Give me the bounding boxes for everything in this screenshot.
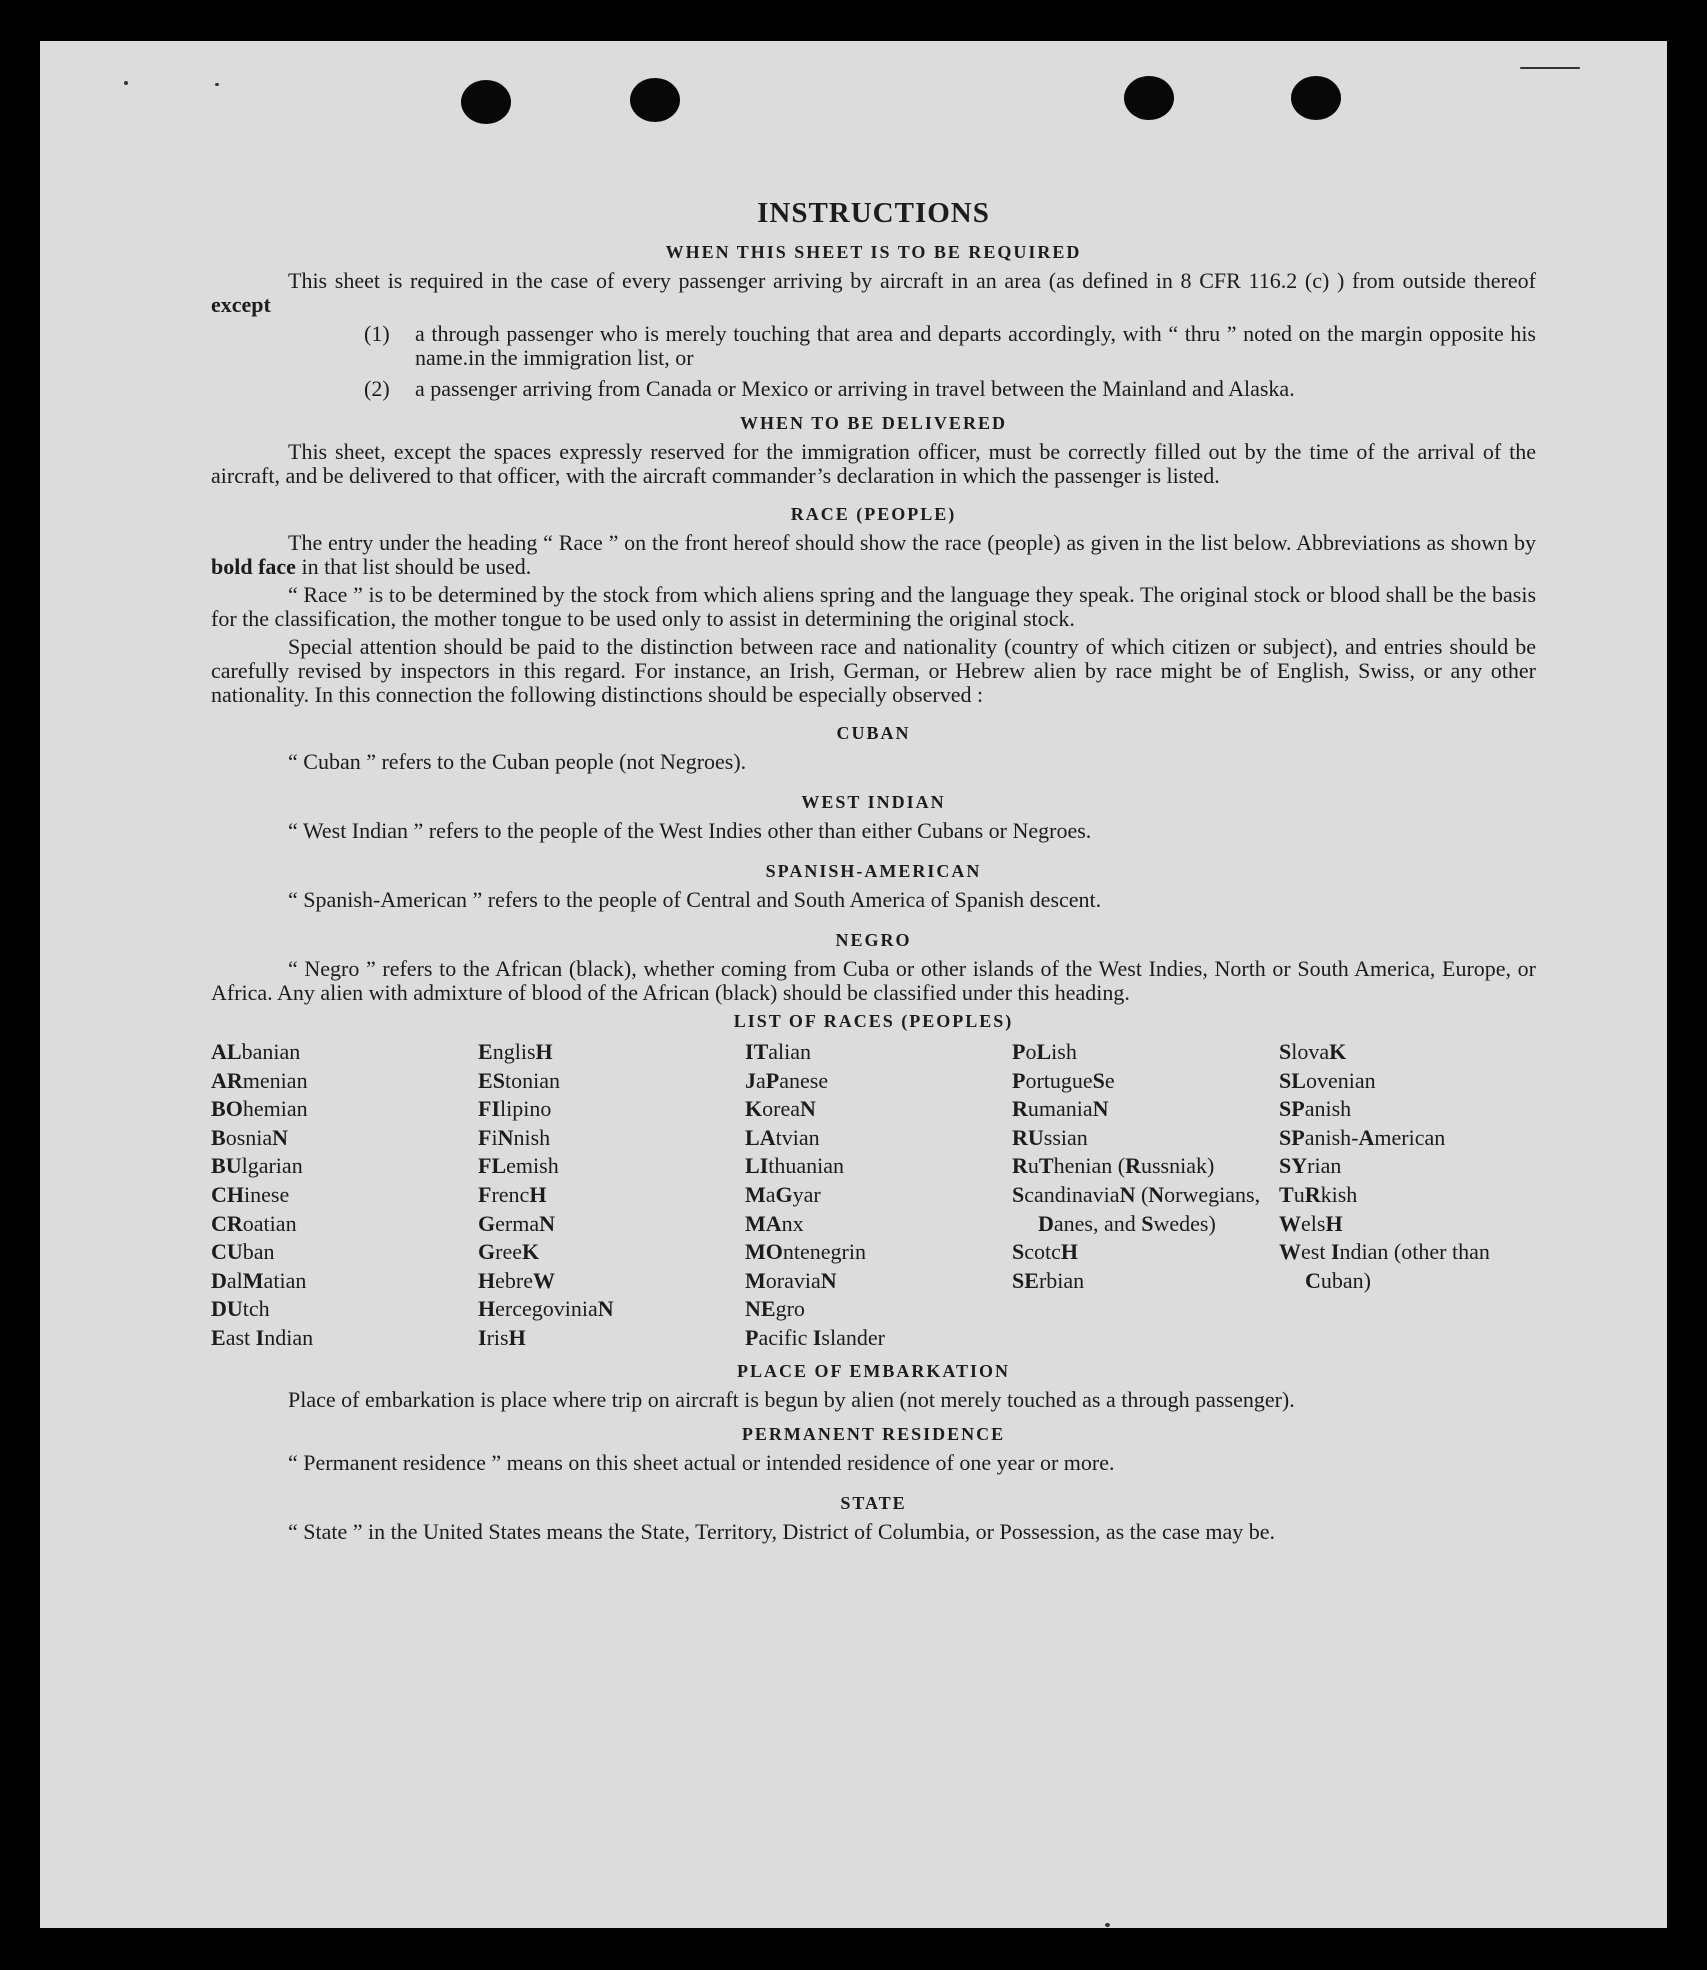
race-entry: FIlipino	[478, 1096, 552, 1122]
section-heading-cuban: CUBAN	[836, 723, 911, 743]
race-entry: FrencH	[478, 1181, 547, 1207]
race-entry: East Indian	[211, 1324, 314, 1350]
race-entry: SLovenian	[1279, 1067, 1376, 1093]
page-title: INSTRUCTIONS	[757, 197, 990, 229]
race-entry: MaGyar	[745, 1181, 821, 1207]
race-entry: ScandinaviaN (Norwegians, Danes, and Swedes)	[1012, 1181, 1261, 1236]
section-heading-spanish-american: SPANISH-AMERICAN	[765, 861, 982, 881]
paragraph-race-3: Special attention should be paid to the distinction between race and nationality (country of which citizen or subject), and entries should be carefully revised by inspectors in this regard. For instance, an Irish, German, or Hebrew alien by race might be of English, Swiss, or any other nationality. In this connection the following distinctions should be especially observed :	[211, 634, 1536, 707]
race-entry: SYrian	[1279, 1153, 1342, 1179]
section-heading-delivered: WHEN TO BE DELIVERED	[740, 413, 1007, 433]
section-heading-list-of-races: LIST OF RACES (PEOPLES)	[733, 1011, 1014, 1031]
race-entry: EnglisH	[478, 1039, 553, 1064]
races-column	[745, 1038, 1012, 1353]
race-entry: DUtch	[211, 1296, 270, 1322]
punch-hole	[1291, 76, 1341, 120]
punch-hole	[1124, 76, 1174, 120]
race-entry: ITalian	[745, 1039, 812, 1064]
race-entry: HercegoviniaN	[478, 1296, 614, 1322]
race-entry: PoLish	[1012, 1039, 1077, 1064]
races-list	[211, 1038, 1536, 1353]
paragraph-state: “ State ” in the United States means the State, Territory, District of Columbia, or Possession, as the case may be.	[288, 1518, 1276, 1544]
section-heading-embarkation: PLACE OF EMBARKATION	[736, 1360, 1010, 1381]
section-heading-residence: PERMANENT RESIDENCE	[741, 1423, 1006, 1444]
race-entry: RuThenian (Russniak)	[1012, 1153, 1215, 1179]
race-entry: MOntenegrin	[745, 1239, 866, 1265]
race-entry: RUssian	[1012, 1124, 1088, 1150]
race-entry: WelsH	[1279, 1210, 1343, 1236]
race-entry: EStonian	[478, 1067, 560, 1093]
section-heading-state: STATE	[840, 1492, 907, 1513]
race-entry: SlovaK	[1279, 1039, 1347, 1064]
races-column	[1279, 1038, 1536, 1353]
race-entry: BOhemian	[211, 1096, 308, 1122]
race-entry: FiNnish	[478, 1124, 551, 1150]
punch-hole	[630, 78, 680, 122]
section-heading-west-indian: WEST INDIAN	[801, 792, 946, 812]
document-sheet	[40, 41, 1667, 1928]
race-entry: GreeK	[478, 1239, 540, 1265]
paper-speck	[1105, 1923, 1110, 1927]
race-entry: BosniaN	[211, 1124, 289, 1150]
race-entry: LAtvian	[745, 1124, 820, 1150]
section-heading-negro: NEGRO	[835, 930, 912, 950]
race-entry: ScotcH	[1012, 1239, 1079, 1265]
paragraph-embarkation: Place of embarkation is place where trip on aircraft is begun by alien (not merely touched as a through passenger).	[288, 1386, 1295, 1412]
paragraph-cuban: “ Cuban ” refers to the Cuban people (not Negroes).	[288, 749, 747, 774]
paragraph-west-indian: “ West Indian ” refers to the people of the West Indies other than either Cubans or Negroes.	[288, 818, 1092, 843]
race-entry: SPanish	[1279, 1096, 1352, 1122]
paragraph-race-1: The entry under the heading “ Race ” on the front hereof should show the race (people) as given in the list below. Abbreviations as shown by bold face in that list should be used.	[211, 530, 1536, 579]
instructions-content	[211, 153, 1536, 1544]
race-entry: RumaniaN	[1012, 1096, 1109, 1122]
race-entry: DalMatian	[211, 1267, 307, 1293]
race-entry: JaPanese	[745, 1067, 829, 1093]
race-entry: LIthuanian	[745, 1153, 845, 1179]
races-column	[211, 1038, 478, 1353]
paragraph-delivered: This sheet, except the spaces expressly reserved for the immigration officer, must be correctly filled out by the time of the arrival of the aircraft, and be delivered to that officer, with the aircraft commander’s declaration in which the passenger is listed.	[211, 439, 1536, 488]
section-heading-required: WHEN THIS SHEET IS TO BE REQUIRED	[665, 242, 1082, 262]
race-entry: HebreW	[478, 1267, 555, 1293]
race-entry: IrisH	[478, 1324, 526, 1350]
list-item: (1) a through passenger who is merely touching that area and departs accordingly, with “ thru ” noted on the margin opposite his name.in the immigration list, or	[364, 321, 1536, 370]
paragraph-negro: “ Negro ” refers to the African (black), whether coming from Cuba or other islands of the West Indies, North or South America, Europe, or Africa. Any alien with admixture of blood of the African (black) should be classified under this heading.	[211, 956, 1536, 1005]
race-entry: MAnx	[745, 1210, 804, 1236]
race-entry: CHinese	[211, 1181, 290, 1207]
list-item: (2) a passenger arriving from Canada or Mexico or arriving in travel between the Mainland and Alaska.	[364, 376, 1295, 401]
race-entry: MoraviaN	[745, 1267, 837, 1293]
paragraph-residence: “ Permanent residence ” means on this sheet actual or intended residence of one year or more.	[288, 1449, 1115, 1475]
race-entry: BUlgarian	[211, 1153, 303, 1179]
race-entry: SErbian	[1012, 1267, 1085, 1293]
section-heading-race: RACE (PEOPLE)	[790, 504, 957, 524]
race-entry: NEgro	[745, 1296, 805, 1322]
race-entry: CRoatian	[211, 1210, 297, 1236]
race-entry: GermaN	[478, 1210, 555, 1236]
paper-speck	[124, 81, 128, 85]
race-entry: ARmenian	[211, 1067, 308, 1093]
races-column	[1012, 1038, 1279, 1353]
race-entry: Pacific Islander	[745, 1324, 885, 1350]
races-column	[478, 1038, 745, 1353]
paragraph-spanish-american: “ Spanish-American ” refers to the people of Central and South America of Spanish descent.	[288, 887, 1102, 912]
paper-speck	[1520, 67, 1580, 69]
race-entry: SPanish-American	[1279, 1124, 1446, 1150]
paper-speck	[215, 83, 219, 86]
race-entry: KoreaN	[745, 1096, 816, 1122]
race-entry: CUban	[211, 1239, 275, 1265]
race-entry: FLemish	[478, 1153, 559, 1179]
race-entry: West Indian (other than Cuban)	[1279, 1239, 1490, 1293]
race-entry: PortugueSe	[1012, 1067, 1115, 1093]
paragraph-race-2: “ Race ” is to be determined by the stock from which aliens spring and the language they speak. The original stock or blood shall be the basis for the classification, the mother tongue to be used only to assist in determining the original stock.	[211, 582, 1536, 631]
paragraph-required-intro: This sheet is required in the case of every passenger arriving by aircraft in an area (as defined in 8 CFR 116.2 (c) ) from outside thereof except	[211, 268, 1536, 317]
punch-hole	[461, 80, 511, 124]
race-entry: ALbanian	[211, 1039, 301, 1064]
race-entry: TuRkish	[1279, 1181, 1358, 1207]
